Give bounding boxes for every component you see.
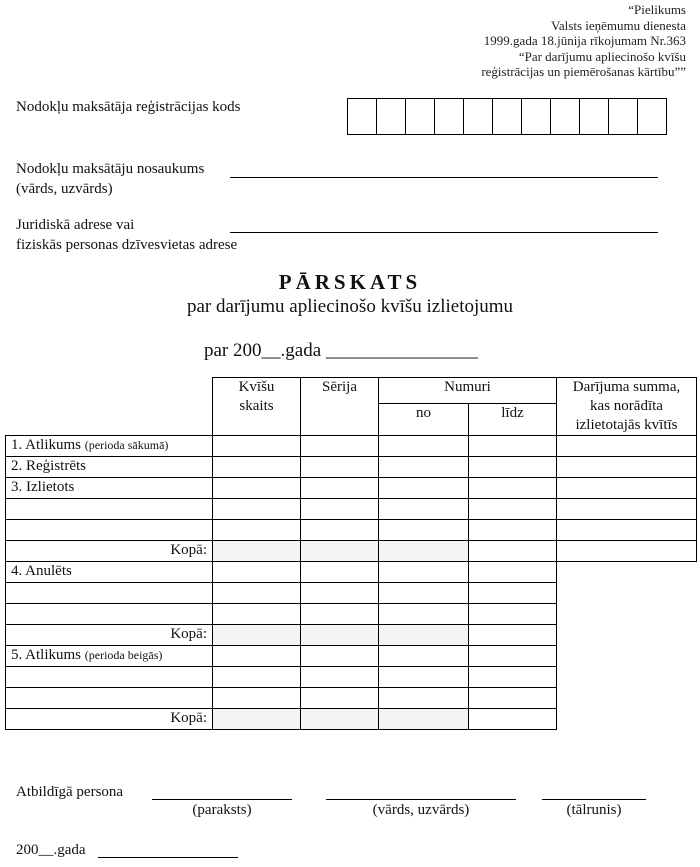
- table-cell[interactable]: [301, 667, 379, 688]
- table-cell[interactable]: [213, 583, 301, 604]
- address-line[interactable]: [230, 232, 658, 233]
- annex-line: 1999.gada 18.jūnija rīkojumam Nr.363: [483, 33, 686, 49]
- table-row: [6, 520, 697, 541]
- name-caption: (vārds, uzvārds): [372, 802, 470, 818]
- row-label-anulets: 4. Anulēts: [6, 562, 213, 583]
- table-cell[interactable]: [213, 457, 301, 478]
- col-sum-line-1: Darījuma summa,: [572, 379, 681, 395]
- address-label-1: Juridiskā adrese vai: [16, 217, 135, 233]
- reg-code-label: Nodokļu maksātāja reģistrācijas kods: [16, 99, 241, 115]
- table-cell[interactable]: [379, 499, 469, 520]
- reg-code-box[interactable]: [608, 98, 638, 135]
- table-cell[interactable]: [469, 457, 557, 478]
- taxpayer-name-label: Nodokļu maksātāju nosaukums: [16, 161, 205, 177]
- table-cell[interactable]: [301, 709, 379, 730]
- table-row: [6, 478, 697, 499]
- phone-caption: (tālrunis): [566, 802, 622, 818]
- table-cell[interactable]: [379, 583, 469, 604]
- table-cell[interactable]: [469, 436, 557, 457]
- reg-code-box[interactable]: [492, 98, 522, 135]
- empty-cell: [557, 688, 697, 709]
- reg-code-box[interactable]: [434, 98, 464, 135]
- table-cell[interactable]: [379, 436, 469, 457]
- empty-cell: [557, 562, 697, 583]
- table-row: [6, 457, 697, 478]
- table-cell[interactable]: [301, 646, 379, 667]
- annex-line: reģistrācijas un piemērošanas kārtību””: [481, 64, 686, 80]
- row-label-text: 5. Atlikums: [11, 647, 82, 663]
- annex-line: “Par darījumu apliecinošo kvīšu: [518, 48, 686, 64]
- table-cell[interactable]: [469, 541, 557, 562]
- report-table: [5, 377, 697, 730]
- table-cell[interactable]: [379, 688, 469, 709]
- table-cell[interactable]: [557, 520, 697, 541]
- table-cell[interactable]: [213, 646, 301, 667]
- table-cell[interactable]: [469, 688, 557, 709]
- report-period: par 200__.gada ________________: [204, 340, 478, 361]
- total-label: Kopā:: [6, 625, 213, 646]
- reg-code-box[interactable]: [376, 98, 406, 135]
- table-cell[interactable]: [301, 541, 379, 562]
- reg-code-box[interactable]: [463, 98, 493, 135]
- row-label-note: (perioda sākumā): [84, 438, 169, 452]
- table-cell[interactable]: [6, 667, 213, 688]
- report-title: PĀRSKATS: [278, 270, 422, 294]
- table-cell[interactable]: [301, 457, 379, 478]
- table-cell[interactable]: [213, 688, 301, 709]
- empty-cell: [557, 583, 697, 604]
- table-cell[interactable]: [379, 457, 469, 478]
- total-row: [6, 541, 697, 562]
- row-label-note: (perioda beigās): [84, 648, 163, 662]
- responsible-label: Atbildīgā persona: [16, 784, 124, 800]
- table-cell[interactable]: [379, 604, 469, 625]
- empty-cell: [557, 667, 697, 688]
- table-cell[interactable]: [469, 646, 557, 667]
- annex-line: “Pielikums: [628, 2, 686, 17]
- reg-code-box[interactable]: [637, 98, 667, 135]
- table-cell[interactable]: [379, 625, 469, 646]
- report-subtitle: par darījumu apliecinošo kvīšu izlietojumu: [186, 296, 514, 317]
- table-cell[interactable]: [469, 499, 557, 520]
- table-cell[interactable]: [379, 667, 469, 688]
- annex-line: Valsts ieņēmumu dienesta: [550, 17, 686, 33]
- address-label-2: fiziskās personas dzīvesvietas adrese: [16, 237, 238, 253]
- table-cell[interactable]: [469, 583, 557, 604]
- empty-cell: [557, 604, 697, 625]
- table-cell[interactable]: [301, 604, 379, 625]
- table-cell[interactable]: [557, 541, 697, 562]
- col-sum-line-3: izlietotajās kvītīs: [575, 417, 678, 433]
- table-cell[interactable]: [469, 667, 557, 688]
- table-cell[interactable]: [213, 562, 301, 583]
- table-cell[interactable]: [213, 541, 301, 562]
- table-cell[interactable]: [6, 583, 213, 604]
- table-cell[interactable]: [213, 604, 301, 625]
- taxpayer-name-line[interactable]: [230, 177, 658, 178]
- table-cell[interactable]: [469, 562, 557, 583]
- table-cell[interactable]: [301, 583, 379, 604]
- row-label-atlikums-end: [6, 646, 213, 667]
- empty-cell: [557, 709, 697, 730]
- table-cell[interactable]: [469, 709, 557, 730]
- table-row: [6, 499, 697, 520]
- table-cell[interactable]: [301, 520, 379, 541]
- empty-cell: [557, 625, 697, 646]
- empty-cell: [557, 646, 697, 667]
- table-cell[interactable]: [557, 499, 697, 520]
- table-cell[interactable]: [557, 478, 697, 499]
- header-row: [6, 378, 697, 404]
- table-cell[interactable]: [213, 499, 301, 520]
- reg-code-boxes[interactable]: [348, 98, 667, 135]
- table-cell[interactable]: [301, 688, 379, 709]
- table-cell[interactable]: [301, 625, 379, 646]
- col-count-line-2: skaits: [239, 398, 274, 414]
- col-to-header: līdz: [469, 403, 557, 435]
- table-row: [6, 436, 697, 457]
- reg-code-box[interactable]: [550, 98, 580, 135]
- table-cell[interactable]: [469, 478, 557, 499]
- table-cell[interactable]: [469, 625, 557, 646]
- table-cell[interactable]: [213, 478, 301, 499]
- table-cell[interactable]: [6, 520, 213, 541]
- table-cell[interactable]: [469, 520, 557, 541]
- taxpayer-name-sub: (vārds, uzvārds): [16, 181, 113, 197]
- row-label-text: 1. Atlikums: [11, 437, 82, 453]
- table-cell[interactable]: [213, 667, 301, 688]
- signature-line[interactable]: [152, 799, 292, 800]
- table-row: [6, 562, 697, 583]
- reg-code-box[interactable]: [405, 98, 435, 135]
- reg-code-box[interactable]: [579, 98, 609, 135]
- table-cell[interactable]: [379, 541, 469, 562]
- row-label-izlietots: 3. Izlietots: [6, 478, 213, 499]
- phone-line[interactable]: [542, 799, 646, 800]
- col-count-line-1: Kvīšu: [238, 379, 275, 395]
- table-cell[interactable]: [213, 436, 301, 457]
- table-row: [6, 604, 697, 625]
- table-cell[interactable]: [557, 436, 697, 457]
- total-row: [6, 709, 697, 730]
- col-from-header: no: [379, 403, 469, 435]
- reg-code-box[interactable]: [521, 98, 551, 135]
- total-label: Kopā:: [6, 541, 213, 562]
- col-sum-header: [557, 378, 697, 436]
- table-cell[interactable]: [213, 520, 301, 541]
- table-cell[interactable]: [213, 709, 301, 730]
- row-label-registrets: 2. Reģistrēts: [6, 457, 213, 478]
- table-cell[interactable]: [301, 562, 379, 583]
- col-count-header: [213, 378, 301, 436]
- table-cell[interactable]: [301, 478, 379, 499]
- table-cell[interactable]: [379, 478, 469, 499]
- date-line[interactable]: [98, 857, 238, 858]
- annex-header: [386, 2, 686, 80]
- table-cell[interactable]: [213, 625, 301, 646]
- table-cell[interactable]: [6, 688, 213, 709]
- reg-code-box[interactable]: [347, 98, 377, 135]
- table-cell[interactable]: [6, 604, 213, 625]
- table-cell[interactable]: [379, 646, 469, 667]
- table-cell[interactable]: [379, 562, 469, 583]
- table-cell[interactable]: [469, 604, 557, 625]
- table-cell[interactable]: [379, 520, 469, 541]
- header-empty: [6, 378, 213, 436]
- date-label: 200__.gada: [16, 842, 86, 858]
- table-cell[interactable]: [301, 436, 379, 457]
- table-cell[interactable]: [557, 457, 697, 478]
- name-line[interactable]: [326, 799, 516, 800]
- col-numbers-header: Numuri: [379, 378, 557, 404]
- col-sum-line-2: kas norādīta: [590, 398, 663, 414]
- signature-caption: (paraksts): [192, 802, 252, 818]
- total-label: Kopā:: [6, 709, 213, 730]
- table-row: [6, 688, 697, 709]
- row-label-atlikums-start: [6, 436, 213, 457]
- table-row: [6, 646, 697, 667]
- table-cell[interactable]: [6, 499, 213, 520]
- total-row: [6, 625, 697, 646]
- col-series-header: Sērija: [301, 378, 379, 436]
- table-cell[interactable]: [301, 499, 379, 520]
- table-cell[interactable]: [379, 709, 469, 730]
- table-row: [6, 583, 697, 604]
- table-row: [6, 667, 697, 688]
